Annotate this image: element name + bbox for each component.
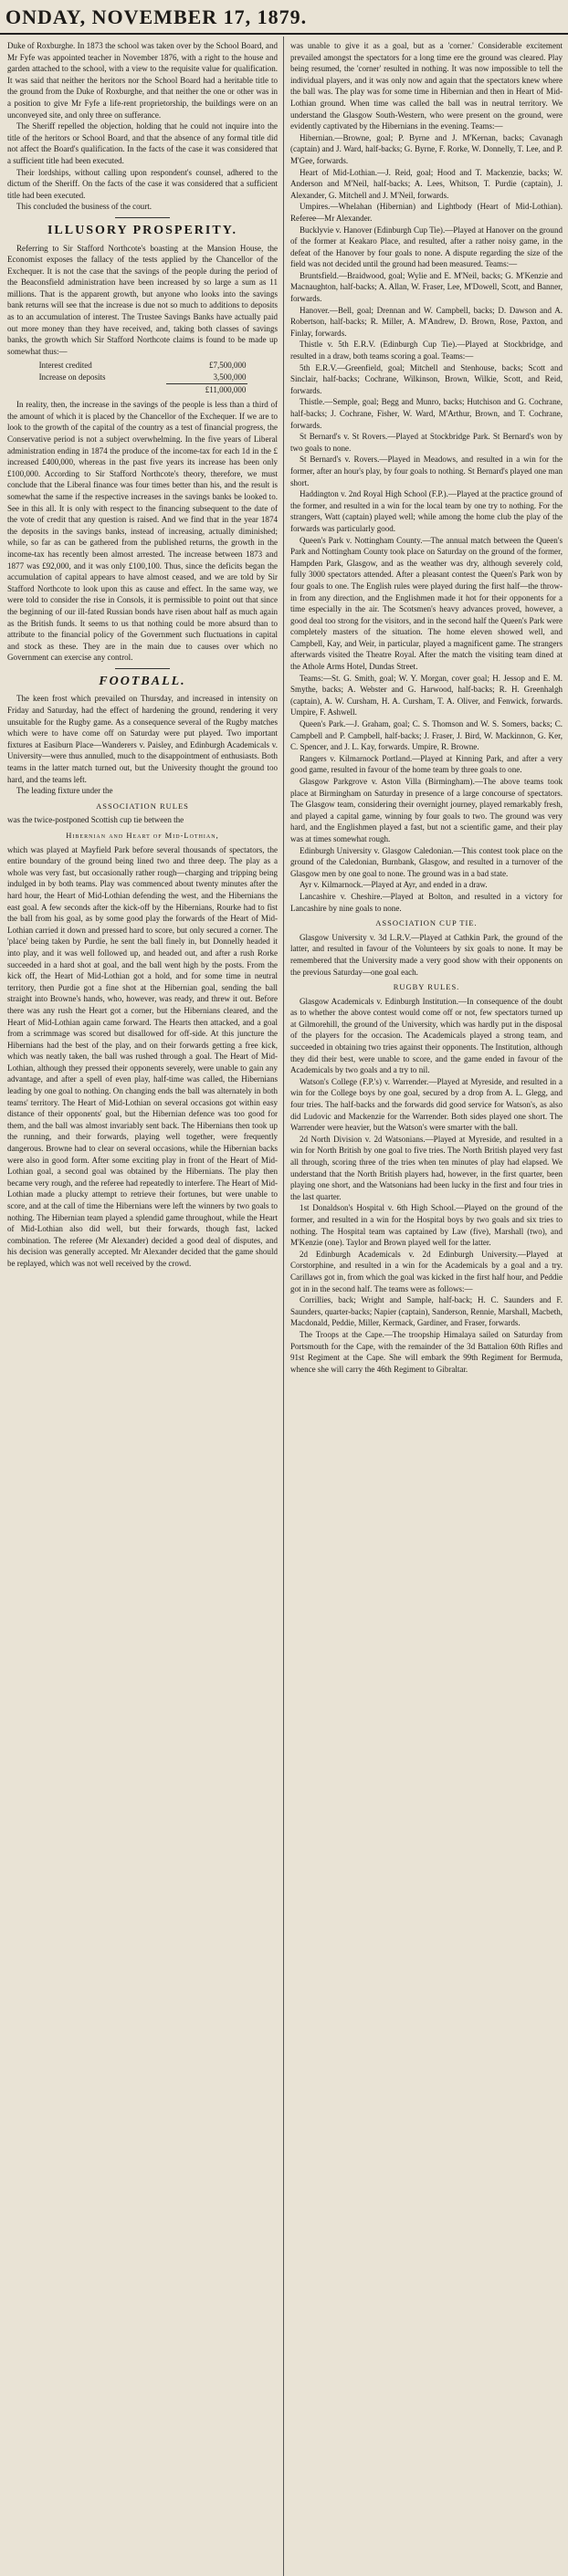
rugby-rules-subheading: RUGBY RULES. (393, 982, 460, 992)
court-paragraph: The Sheriff repelled the objection, holding that he could not inquire into the title of the heritors or School Board, and that the absence of any formal title did not affect the Board's qualification. In the facts of the case it was considered that a sufficient title had been executed. (7, 121, 278, 165)
table-cell-amount: £7,500,000 (208, 361, 247, 371)
match-report: Watson's College (F.P.'s) v. Warrender.—Played at Myreside, and resulted in a win for the College boys by one goal, secured by a drop from A. L. Glegg, and four tries. The half-backs and the forwards did good service for Watson's, as also did Ludovic and Mackenzie for the Warrender. Both sides played one short. The Warrender were heavier, but the Watson's were smarter with the ball. (290, 1076, 563, 1133)
table-row (37, 360, 248, 372)
table-cell-label (37, 383, 166, 395)
match-report: Rangers v. Kilmarnock Portland.—Played at Kinning Park, and after a very good game, resulted in favour of the home team by three goals to one. (290, 753, 563, 775)
illusory-prosperity-heading: ILLUSORY PROSPERITY. (47, 223, 238, 237)
page-date-header: ONDAY, NOVEMBER 17, 1879. (0, 0, 568, 35)
match-report: Glasgow Parkgrove v. Aston Villa (Birmingham).—The above teams took place at Birmingham on Saturday in presence of a large concourse of spectators. The Glasgow team, considering their overnight journey, played remarkably fresh, and played a capital game, winning by four goals to two. The ground was very hard, and the Englishmen played a fast, but not a scientific game, and their play was at times somewhat rough. (290, 777, 563, 843)
section-rule (115, 668, 170, 669)
team-list: Umpires.—Whelahan (Hibernian) and Lightbody (Heart of Mid-Lothian). Referee—Mr Alexander. (290, 202, 563, 223)
court-paragraph: Duke of Roxburghe. In 1873 the school was taken over by the School Board, and Mr Fyfe was appointed teacher in November 1876, with a right to the house and garden attached to the school, with a view to the requisite value for qualification. It was said that neither the heritors nor the School Board had a heritable title to the ground from the Duke of Roxburghe, and that neither the one or other was in a position to give Mr Fyfe a life-rent proprietorship, the buildings were on an unconveyed site, and only three on sufferance. (7, 41, 278, 120)
table-cell-label: Increase on deposits (38, 372, 106, 382)
match-report: Ayr v. Kilmarnock.—Played at Ayr, and ended in a draw. (300, 880, 488, 890)
team-list: Bruntsfield.—Braidwood, goal; Wylie and E. M'Neil, backs; G. M'Kenzie and Macnaughton, half-backs; A. Allan, W. Fraser, Lee, M'Dowell, Scott, and Banner, forwards. (290, 270, 563, 304)
association-rules-subheading: ASSOCIATION RULES (96, 801, 189, 811)
team-list: 5th E.R.V.—Greenfield, goal; Mitchell and Stenhouse, backs; Scott and Sinclair, half-backs; Cochrane, Wilkinson, Brown, Wilkie, Scott, and Reid, forwards. (290, 362, 563, 395)
team-list: Hibernian.—Browne, goal; P. Byrne and J. M'Kernan, backs; Cavanagh (captain) and J. Ward, half-backs; G. Byrne, F. Rorke, W. Donnelly, T. Lee, and P. M'Gee, forwards. (290, 132, 563, 165)
news-paragraph: The Troops at the Cape.—The troopship Himalaya sailed on Saturday from Portsmouth for the Cape, with the remainder of the 3d Battalion 60th Rifles and 91st Regiment at the Cape. She will embark the 99th Regiment for Bermuda, whence she will carry the 46th Regiment to Gibraltar. (290, 1329, 563, 1374)
left-column (7, 40, 278, 2569)
cup-tie-subheading: ASSOCIATION CUP TIE. (375, 918, 478, 928)
section-rule (115, 217, 170, 218)
match-report: St Bernard's v. Rovers.—Played in Meadows, and resulted in a win for the former, after an hour's play, by four goals to nothing. St Bernard's played one man short. (290, 455, 563, 487)
match-report: 1st Donaldson's Hospital v. 6th High School.—Played on the ground of the former, and resulted in a win for the Hospital boys by two goals and six tries to nothing. The Hospital team was captained by Law (five), Marshall (two), and M'Kenzie (one). Taylor and Brown played well for the latter. (290, 1203, 563, 1248)
match-report: Lancashire v. Cheshire.—Played at Bolton, and resulted in a victory for Lancashire by nine goals to none. (290, 891, 563, 913)
table-row (37, 372, 248, 383)
match-subheading: Hibernian and Heart of Mid-Lothian, (66, 831, 219, 840)
table-cell-amount: £11,000,000 (166, 383, 247, 395)
team-list: Heart of Mid-Lothian.—J. Reid, goal; Hood and T. Mackenzie, backs; W. Anderson and M'Neil, half-backs; A. Lees, Whitson, T. Purdie (captain), J. Alexander, G. Mitchell and J. M'Neil, forwards. (290, 167, 563, 200)
article-paragraph: was unable to give it as a goal, but as a 'corner.' Considerable excitement prevailed amongst the spectators for a long time ere the ground was cleared. Play being resumed, the 'corner' resulted in nothing. It was now impossible to tell the individual players, and it was only now and again that the spectators knew where the ball was. The play was for some time in Hibernian and then in Heart of Mid-Lothian ground. When time was called the ball was in neutral territory. We understand the Glasgow South-Western, who were present on the ground, were evidently captivated by the Hibernians in the evening. Teams:— (290, 41, 563, 131)
article-paragraph: was the twice-postponed Scottish cup tie between the (7, 815, 184, 825)
table-row-total (37, 383, 248, 395)
column-divider (283, 37, 284, 2576)
match-report: Haddington v. 2nd Royal High School (F.P.).—Played at the practice ground of the former, and resulted in a win for the local team by one try to nothing. For the strangers, Watt (captain) played well; while among the home club the play of the forwards was particularly good. (290, 489, 563, 533)
match-report: St Bernard's v. St Rovers.—Played at Stockbridge Park. St Bernard's won by two goals to none. (290, 432, 563, 453)
article-paragraph: which was played at Mayfield Park before several thousands of spectators, the entire boundary of the ground being lined two and three deep. The play as a whole was very fast, but occasionally rather rough—charging and tripping being indulged in by both teams. Play was commenced about twenty minutes after the hard hour, the Heart of Mid-Lothian defending the west, and the Hibernians the east goal. A few seconds after the kick-off by the Hibernians, Rourke had to fist the ball from his goal, as by some good play the forwards of the Heart of Mid-Lothian carried it down and pressed hard to score, but only secured a corner. The 'place' being taken by Purdie, he sent the ball finely in, but Donnelly headed it into play, and it was well followed up, and headed out, and after a rush Rorke succeeded in a hard shot at goal, and the ball went high by the posts. From the kick off, the Heart of Mid-Lothian got a hold, and for some time in neutral territory, then Purdie got a fine shot at the Hibernian goal, sending the ball straight into Browne's hands, who, however, was ready, and threw it out. Before there was any rush the Heart got a corner, but the Hibernians cleared, and the Heart of Mid-Lothian again came forward. The Hearts then attacked, and a goal from a scrimmage was scored but disallowed for off-side. At this juncture the Hibernians had the best of the play, and on their forwards getting a free kick, which was neatly taken, the ball was rushed through a goal. The Heart of Mid-Lothian, although they pressed their opponents severely, were unable to gain any advantage, and after a spell of even play, half-time was called, the Hibernians leading by one goal to nothing. On changing ends the ball was alternately in both teams' territory. The Heart of Mid-Lothian on several occasions got within easy distance of their opponents' goal, but the Hibernian defence was too good for them, and the ball was almost invariably sent back. The Hibernians then took up the running, and their forwards, playing well together, were frequently dangerous. Browne had to clear on several occasions, while the Hibernian backs were also in good form. After some exciting play in front of the Heart of Mid-Lothian goal, a second goal was obtained by the Hibernians. The play then became very rough, and the referee had repeatedly to interfere. The Heart of Mid-Lothian made a plucky attempt to retrieve their fortunes, but were unable to score, and at the call of time the Hibernians were left the winners by two goals to nothing. The Hibernian team played a splendid game throughout, while the Heart of Mid-Lothian also did well, but their forwards, though fast, lacked combination. The referee (Mr Alexander) decided a good deal of disputes, and his decision was generally accepted. Mr Alexander decided that the game should be replayed, which was not well received by the crowd. (7, 844, 278, 1268)
article-paragraph: In reality, then, the increase in the savings of the people is less than a third of the amount of which it is placed by the Chancellor of the Exchequer. If we are to look to the growth of the capital of the country as a test of financial progress, the Conservative period is not a subject overwhelming. In the five years of Liberal administration ending in 1874 the produce of the income-tax for each 1d in the £ increased £400,000, whereas in the past five years its increase has been only £100,000. According to Sir Stafford Northcote's theory, therefore, we must conclude that the Liberal finance was four times better than his, and the result is somewhat the same if the respective increases in the savings banks be looked to. See in this all. It is only with respect to the financing subsequent to the date of the vote of credit that any question is raised. And we find that in the year 1874 the deposits in the savings banks, instead of increasing, actually diminished; while, so far as can be gathered from the published returns, the growth in the income-tax has recently been almost arrested. The increase between 1873 and 1877 was £92,000, and it was only £100,100. Thus, since the deficits began the accumulation of capital appears to have almost ceased, and we are told by Sir Stafford Northcote to look upon this as cause and effect. In the same way, we were told to consider the rise in Consols, it is permissible to point out that since the beginning of our ill-fated Russian bonds have risen about half as much again as the British funds. It seems to us that nothing could be more absurd than to attribute to the financial policy of the Government such fluctuations in capital and stock as these. They are in the main due to causes over which no Government can exercise any control. (7, 400, 278, 663)
team-list: Thistle.—Semple, goal; Begg and Munro, backs; Hutchison and G. Cochrane, half-backs; J. Cochrane, Fisher, W. Ward, M'Arthur, Brown, and T. Cochrane, forwards. (290, 397, 563, 430)
match-report: Glasgow University v. 3d L.R.V.—Played at Cathkin Park, the ground of the latter, and resulted in favour of the Volunteers by six goals to none. It may be remembered that the University made a very good show with their opponents on the previous Saturday—one goal each. (290, 932, 563, 977)
match-report: Queen's Park v. Nottingham County.—The annual match between the Queen's Park and Nottingham County took place on Saturday on the ground of the former, Hampden Park, Glasgow, and as the weather was dry, although severely cold, fully 3000 spectators attended. After a pleasant contest the Queen's Park won by four goals to one. The English rules were played during the first half—the throw-in from any direction, and the Englishmen made it hot for their opponents for a time especially in the air. The Scotsmen's heavy advances proved, however, a good deal too strong for the visitors, and in the second half the Queen's Park were completely masters of the situation. The home eleven showed well, and Campbell, Kay, and Weir, in particular, played a magnificent game. The strangers afterwards visited the Theatre Royal. After the match the visiting team dined at the Athole Arms Hotel, Dundas Street. (290, 535, 563, 672)
team-list: Hanover.—Bell, goal; Drennan and W. Campbell, backs; D. Dawson and A. Robertson, half-backs; R. Miller, A. M'Andrew, D. Brown, Rose, Paxton, and Finlay, forwards. (290, 305, 563, 338)
court-paragraph: Their lordships, without calling upon respondent's counsel, adhered to the dictum of the Sheriff. On the facts of the case it was considered that a sufficient title had been executed. (7, 167, 278, 200)
match-report: Bucklyvie v. Hanover (Edinburgh Cup Tie).—Played at Hanover on the ground of the former at Keakaro Place, and resulted, after a rather noisy game, in the defeat of the Hanover by four goals to none. A dispute regarding the size of the field was not decided until the ground had been measured. Teams:— (290, 225, 563, 269)
team-list: Corrillies, back; Wright and Sample, half-back; H. C. Saunders and F. Saunders, quarter-backs; Napier (captain), Sanderson, Rennie, Marshall, Macbeth, Macdonald, Peddie, Miller, Kermack, Gardiner, and Fraser, forwards. (290, 1295, 563, 1328)
match-report: Glasgow Academicals v. Edinburgh Institution.—In consequence of the doubt as to whether the above contest would come off or not, few spectators turned up at Gilmorehill, the ground of the University, which was hardly put in the disposal of the players for the occasion. The Academicals played a strong team, and succeeded in obtaining two tries against their opponents. The Institution, although they did their best, were unable to score, and the game ended in favour of the Academicals by two goals and a try to nil. (290, 996, 563, 1075)
article-paragraph: The keen frost which prevailed on Thursday, and increased in intensity on Friday and Saturday, had the effect of hardening the ground, rendering it very unsuitable for the Rugby game. As a consequence several of the Rugby matches which were to have come off on Saturday were put played. Two important fixtures at Easiburn Place—Wanderers v. Paisley, and Edinburgh Academicals v. University—were thus annulled, much to the disappointment of enthusiasts. Both teams in the latter match turned out, but the University thought the ground too hard, and the teams left. (7, 694, 278, 784)
savings-table (37, 360, 248, 395)
team-list: Teams:—St. G. Smith, goal; W. Y. Morgan, cover goal; H. Jessop and E. M. Smythe, backs; A. Webster and G. Harwood, half-backs; R. H. Greenhalgh (captain), A. W. Cursham, H. A. Cursham, T. A. Oliver, and Fenwick, forwards. Umpire, F. Ashwell. (290, 673, 563, 717)
match-report: Edinburgh University v. Glasgow Caledonian.—This contest took place on the ground of the Caledonian, Burnbank, Glasgow, and resulted in a turnover of the Glasgow men by one goal to none. The ground was in a bad state. (290, 845, 563, 878)
match-report: 2d Edinburgh Academicals v. 2d Edinburgh University.—Played at Corstorphine, and resulted in a win for the Academicals by a goal and a try. Carillaws got in, from which the goal was kicked in the first half hour, and Peddie got in in the second half. The teams were as follows:— (290, 1249, 563, 1293)
article-paragraph: The leading fixture under the (16, 786, 113, 796)
table-cell-label: Interest credited (38, 361, 92, 371)
football-heading: FOOTBALL. (99, 674, 186, 688)
table-cell-amount: 3,500,000 (213, 372, 247, 382)
match-report: Thistle v. 5th E.R.V. (Edinburgh Cup Tie).—Played at Stockbridge, and resulted in a draw, both teams scoring a goal. Teams:— (290, 340, 563, 361)
article-paragraph: Referring to Sir Stafford Northcote's boasting at the Mansion House, the Economist exposes the fallacy of the tests applied by the Chancellor of the Exchequer. It is not the case that the savings of the people during the period of the Beaconsfield administration have been increased by so large a sum as 11 millions. That is the apparent growth, but anyone who looks into the savings bank returns will see that the increase is due not so much to additions to deposits as to an accumulation of interest. The Trustee Savings Banks have actually paid out more money than they have received, and, taking both classes of savings banks, the growth which Sir Stafford Northcote claims is found to be made up somewhat thus:— (7, 243, 278, 356)
court-paragraph: This concluded the business of the court. (16, 202, 152, 212)
right-column (290, 40, 563, 2569)
match-report: 2d North Division v. 2d Watsonians.—Played at Myreside, and resulted in a win for North British by one goal to five tries. The North British played very fast all through, scoring three of the tries when ten minutes of play had elapsed. We understand that the North British players had, however, in the first quarter, been playing one short, and the Watsonians had been lucky in the first and four tries in the last quarter. (290, 1134, 563, 1201)
team-list: Queen's Park.—J. Graham, goal; C. S. Thomson and W. S. Somers, backs; C. Campbell and P. Campbell, half-backs; J. Fraser, J. Bird, W. Mackinnon, G. Ker, C. Spencer, and J. L. Kay, forwards. Umpire, R. Browne. (290, 719, 563, 752)
